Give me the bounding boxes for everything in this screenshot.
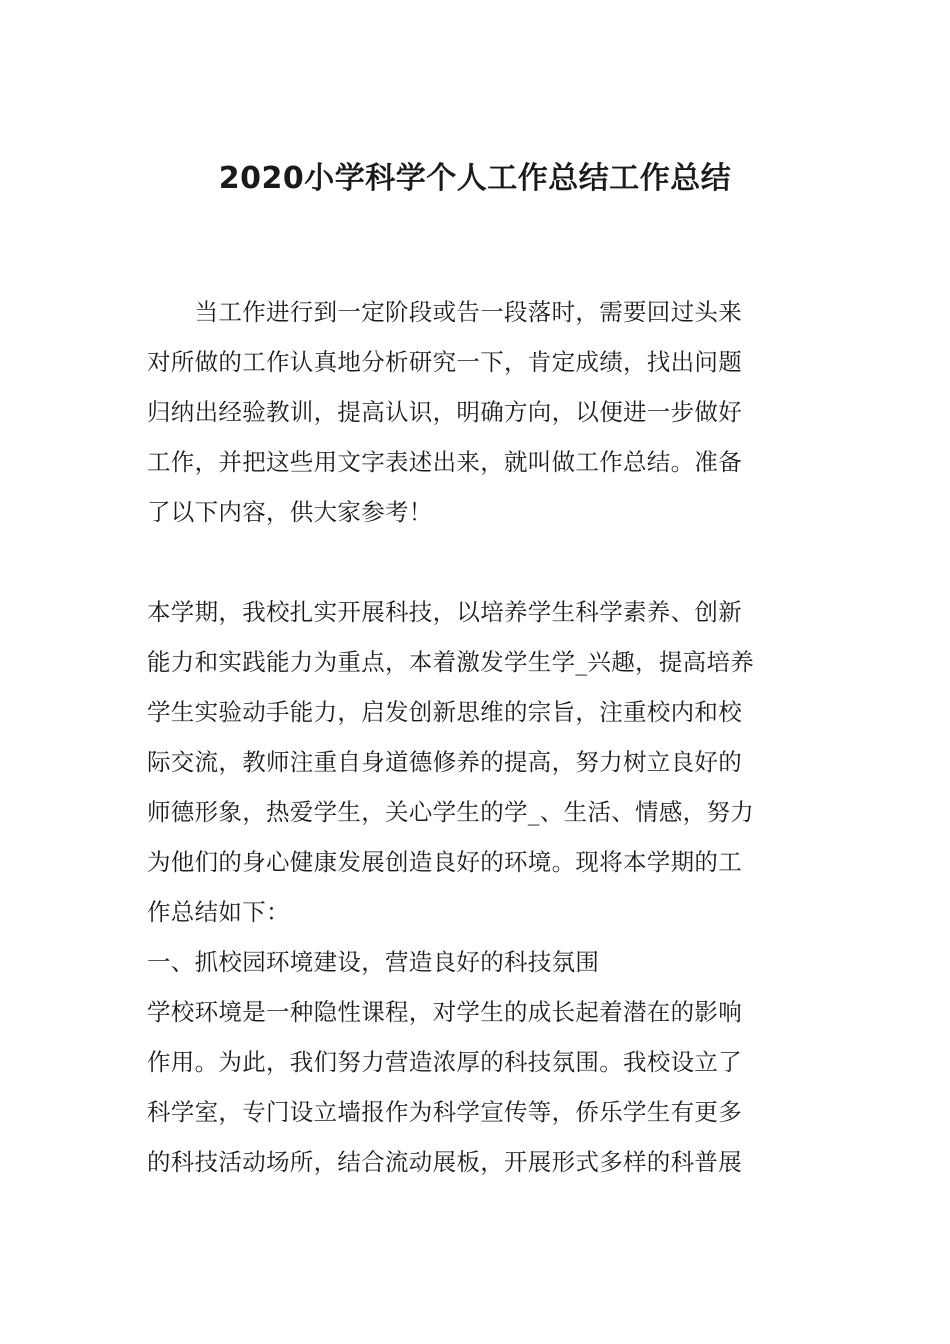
body-line: 能力和实践能力为重点，本着激发学生学_兴趣，提高培养: [147, 648, 755, 676]
paragraph-gap: [147, 537, 807, 587]
section-line: 作用。为此，我们努力营造浓厚的科技氛围。我校设立了: [147, 1048, 742, 1076]
section-line: 的科技活动场所，结合流动展板，开展形式多样的科普展: [147, 1148, 742, 1176]
body-line: 本学期，我校扎实开展科技，以培养学生科学素养、创新: [147, 598, 742, 626]
intro-line: 工作，并把这些用文字表述出来，就叫做工作总结。准备: [147, 448, 742, 476]
section-heading: 一、抓校园环境建设，营造良好的科技氛围: [147, 948, 600, 976]
intro-line: 当工作进行到一定阶段或告一段落时，需要回过头来: [147, 298, 742, 326]
body-line: 学生实验动手能力，启发创新思维的宗旨，注重校内和校: [147, 698, 742, 726]
body-line: 师德形象，热爱学生，关心学生的学_、生活、情感，努力: [147, 798, 755, 826]
body-line: 为他们的身心健康发展创造良好的环境。现将本学期的工: [147, 848, 742, 876]
intro-line: 对所做的工作认真地分析研究一下，肯定成绩，找出问题: [147, 348, 742, 376]
body-line: 际交流，教师注重自身道德修养的提高，努力树立良好的: [147, 748, 742, 776]
document-title: 2020小学科学个人工作总结工作总结: [218, 161, 732, 196]
section-line: 科学室，专门设立墙报作为科学宣传等，侨乐学生有更多: [147, 1098, 742, 1126]
intro-line: 了以下内容，供大家参考！: [147, 498, 433, 526]
document-body: [147, 287, 807, 1187]
body-line: 作总结如下：: [147, 898, 290, 926]
section-line: 学校环境是一种隐性课程，对学生的成长起着潜在的影响: [147, 998, 742, 1026]
intro-line: 归纳出经验教训，提高认识，明确方向，以便进一步做好: [147, 398, 742, 426]
